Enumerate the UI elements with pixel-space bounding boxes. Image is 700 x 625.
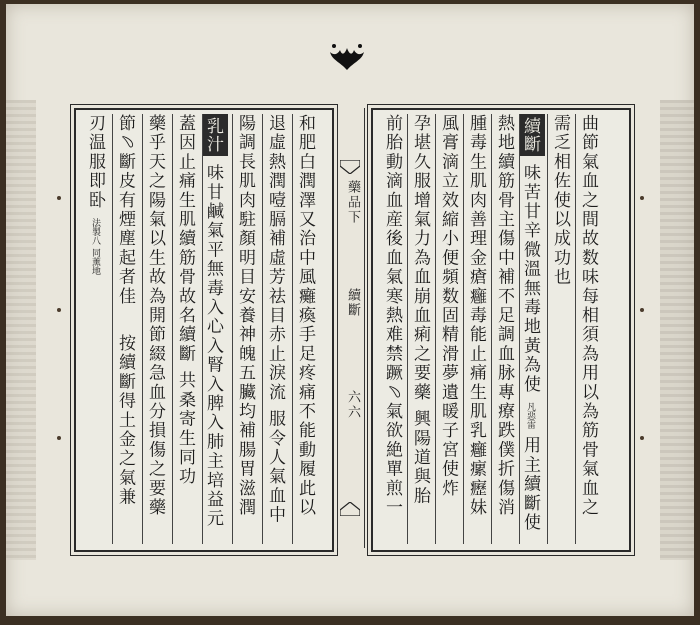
fleuron-ornament-icon <box>326 40 368 74</box>
binding-hole <box>57 308 61 312</box>
entry-title: 續斷 <box>345 288 360 318</box>
center-gutter <box>337 108 365 548</box>
small-note: 凡惡雷 <box>525 401 535 429</box>
text-column: 曲節氣血之間故数味每相須為用以為筋骨氣血之 <box>575 114 601 544</box>
fishtail-mark-icon <box>340 160 360 174</box>
binding-hole <box>640 196 644 200</box>
text-column: 節﹆斷皮有煙塵起者佳 按續斷得土金之氣兼 <box>112 114 138 544</box>
text-column: 和肥白潤澤又治中風癱瘓手足疼痛不能動履此以 <box>292 114 318 544</box>
text-column: 孕堪久服增氣力為血崩血痢之要藥 興陽道與胎 <box>407 114 433 544</box>
text-column: 腫毒生肌肉善理金瘡癰毒能止痛生肌乳癰瘰癧妹 <box>463 114 489 544</box>
entry-heading-tag: 續斷 <box>519 114 545 156</box>
fishtail-mark-icon <box>340 502 360 516</box>
text-column: 續斷 味苦甘辛微溫無毒地黃為使 凡惡雷 用主續斷使 <box>519 114 545 544</box>
text-column: 刃温服即卧 法製八 同薰地 <box>85 114 105 275</box>
text-column: 乳汁 味甘鹹氣平無毒入心入腎入脾入肺主培益元 <box>202 114 228 544</box>
text-column: 風膏滴立效縮小便頻数固精滑夢遺暖子宮使炸 <box>435 114 461 544</box>
text-column: 陽調長肌肉駐顏明目安養神魄五臟均補腸胃滋潤 <box>232 114 258 544</box>
text-column: 退虛熱潤噎膈補虛芳祛目赤止淚流 服令人氣血中 <box>262 114 288 544</box>
binding-hole <box>640 436 644 440</box>
text-column: 藥乎天之陽氣以生故為開節綴急血分損傷之要藥 <box>142 114 168 544</box>
left-page-frame <box>74 108 334 552</box>
right-page-frame <box>371 108 631 552</box>
text-column: 熱地續筋骨主傷中補不足調血脉專療跌僕折傷消 <box>491 114 517 544</box>
right-margin-stain <box>660 100 694 560</box>
text-column: 蓋因止痛生肌續筋骨故名續斷 共桑寄生同功 <box>172 114 198 544</box>
annotation-text: 按續斷得土金之氣兼 <box>115 333 135 507</box>
entry-heading-tag: 乳汁 <box>202 114 228 156</box>
binding-hole <box>640 308 644 312</box>
text-column: 需乏相佐使以成功也 <box>547 114 573 544</box>
section-title: 藥品下 <box>345 180 360 225</box>
usage-label: 用主續斷使 <box>520 436 540 533</box>
binding-hole <box>57 436 61 440</box>
text-column: 前胎動滴血産後血氣寒熱难禁蹶﹆氣欲絶單煎一 <box>382 114 402 518</box>
binding-hole <box>57 196 61 200</box>
left-margin-stain <box>6 100 36 560</box>
page-number: 六六 <box>345 390 360 420</box>
small-note: 法製八 同薰地 <box>90 217 100 275</box>
